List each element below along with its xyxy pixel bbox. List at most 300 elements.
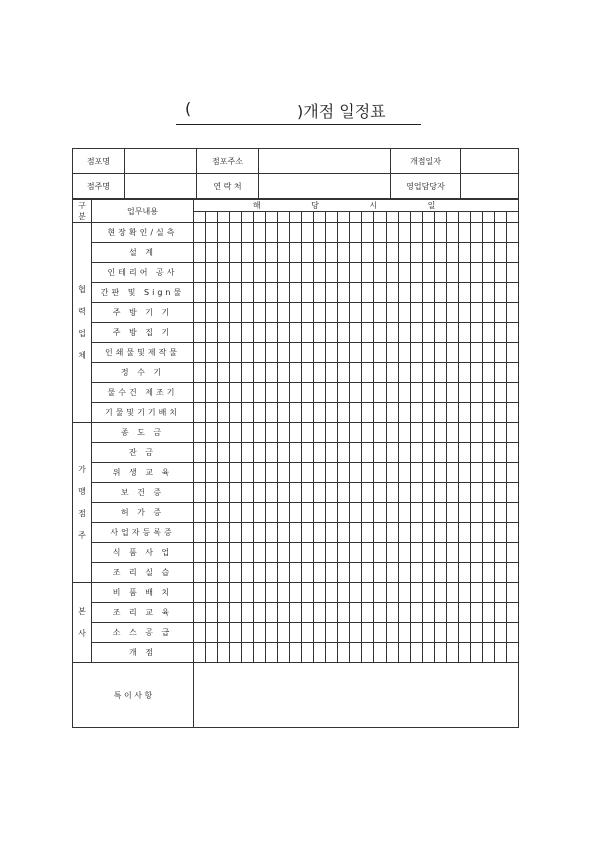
schedule-cell[interactable] (290, 443, 302, 463)
schedule-cell[interactable] (194, 643, 206, 663)
schedule-cell[interactable] (434, 643, 446, 663)
schedule-cell[interactable] (482, 643, 494, 663)
schedule-cell[interactable] (386, 563, 398, 583)
schedule-cell[interactable] (398, 383, 410, 403)
schedule-cell[interactable] (326, 343, 338, 363)
day-header-cell[interactable] (386, 212, 398, 223)
schedule-cell[interactable] (338, 463, 350, 483)
schedule-cell[interactable] (230, 283, 242, 303)
schedule-cell[interactable] (470, 443, 482, 463)
schedule-cell[interactable] (326, 423, 338, 443)
day-header-cell[interactable] (362, 212, 374, 223)
schedule-cell[interactable] (338, 363, 350, 383)
schedule-cell[interactable] (422, 503, 434, 523)
schedule-cell[interactable] (338, 543, 350, 563)
schedule-cell[interactable] (398, 623, 410, 643)
schedule-cell[interactable] (278, 223, 290, 243)
schedule-cell[interactable] (194, 463, 206, 483)
schedule-cell[interactable] (206, 283, 218, 303)
schedule-cell[interactable] (230, 383, 242, 403)
schedule-cell[interactable] (458, 383, 470, 403)
schedule-cell[interactable] (326, 603, 338, 623)
schedule-cell[interactable] (410, 243, 422, 263)
schedule-cell[interactable] (230, 543, 242, 563)
schedule-cell[interactable] (338, 523, 350, 543)
schedule-cell[interactable] (410, 503, 422, 523)
schedule-cell[interactable] (302, 583, 314, 603)
schedule-cell[interactable] (290, 263, 302, 283)
schedule-cell[interactable] (458, 343, 470, 363)
schedule-cell[interactable] (326, 383, 338, 403)
schedule-cell[interactable] (278, 323, 290, 343)
schedule-cell[interactable] (398, 363, 410, 383)
schedule-cell[interactable] (254, 303, 266, 323)
schedule-cell[interactable] (410, 483, 422, 503)
schedule-cell[interactable] (290, 523, 302, 543)
schedule-cell[interactable] (482, 403, 494, 423)
schedule-cell[interactable] (374, 323, 386, 343)
schedule-cell[interactable] (266, 383, 278, 403)
schedule-cell[interactable] (218, 483, 230, 503)
schedule-cell[interactable] (242, 223, 254, 243)
day-header-cell[interactable] (206, 212, 218, 223)
schedule-cell[interactable] (230, 463, 242, 483)
schedule-cell[interactable] (206, 383, 218, 403)
schedule-cell[interactable] (386, 403, 398, 423)
schedule-cell[interactable] (434, 303, 446, 323)
schedule-cell[interactable] (242, 463, 254, 483)
schedule-cell[interactable] (434, 603, 446, 623)
schedule-cell[interactable] (398, 583, 410, 603)
schedule-cell[interactable] (266, 363, 278, 383)
schedule-cell[interactable] (434, 243, 446, 263)
schedule-cell[interactable] (254, 243, 266, 263)
schedule-cell[interactable] (494, 243, 506, 263)
schedule-cell[interactable] (302, 423, 314, 443)
day-header-cell[interactable] (290, 212, 302, 223)
schedule-cell[interactable] (386, 263, 398, 283)
schedule-cell[interactable] (494, 283, 506, 303)
schedule-cell[interactable] (398, 503, 410, 523)
schedule-cell[interactable] (362, 223, 374, 243)
schedule-cell[interactable] (482, 543, 494, 563)
notes-field[interactable] (194, 663, 519, 728)
schedule-cell[interactable] (242, 403, 254, 423)
schedule-cell[interactable] (290, 283, 302, 303)
schedule-cell[interactable] (386, 583, 398, 603)
day-header-cell[interactable] (338, 212, 350, 223)
schedule-cell[interactable] (290, 643, 302, 663)
schedule-cell[interactable] (410, 303, 422, 323)
schedule-cell[interactable] (386, 223, 398, 243)
schedule-cell[interactable] (230, 483, 242, 503)
schedule-cell[interactable] (434, 523, 446, 543)
schedule-cell[interactable] (338, 503, 350, 523)
schedule-cell[interactable] (206, 343, 218, 363)
schedule-cell[interactable] (446, 543, 458, 563)
schedule-cell[interactable] (422, 443, 434, 463)
schedule-cell[interactable] (386, 423, 398, 443)
schedule-cell[interactable] (218, 643, 230, 663)
schedule-cell[interactable] (242, 343, 254, 363)
schedule-cell[interactable] (218, 343, 230, 363)
schedule-cell[interactable] (422, 423, 434, 443)
schedule-cell[interactable] (374, 423, 386, 443)
schedule-cell[interactable] (458, 463, 470, 483)
schedule-cell[interactable] (242, 243, 254, 263)
schedule-cell[interactable] (482, 623, 494, 643)
schedule-cell[interactable] (374, 283, 386, 303)
schedule-cell[interactable] (326, 563, 338, 583)
day-header-cell[interactable] (494, 212, 506, 223)
schedule-cell[interactable] (314, 603, 326, 623)
schedule-cell[interactable] (386, 523, 398, 543)
schedule-cell[interactable] (494, 563, 506, 583)
schedule-cell[interactable] (374, 263, 386, 283)
schedule-cell[interactable] (446, 503, 458, 523)
schedule-cell[interactable] (218, 503, 230, 523)
owner-name-field[interactable] (125, 174, 197, 199)
schedule-cell[interactable] (422, 463, 434, 483)
schedule-cell[interactable] (422, 623, 434, 643)
schedule-cell[interactable] (434, 563, 446, 583)
schedule-cell[interactable] (302, 503, 314, 523)
schedule-cell[interactable] (482, 523, 494, 543)
schedule-cell[interactable] (410, 463, 422, 483)
schedule-cell[interactable] (434, 223, 446, 243)
schedule-cell[interactable] (254, 383, 266, 403)
schedule-cell[interactable] (350, 403, 362, 423)
schedule-cell[interactable] (470, 503, 482, 523)
schedule-cell[interactable] (458, 483, 470, 503)
schedule-cell[interactable] (350, 623, 362, 643)
schedule-cell[interactable] (302, 263, 314, 283)
day-header-cell[interactable] (218, 212, 230, 223)
schedule-cell[interactable] (422, 483, 434, 503)
schedule-cell[interactable] (482, 443, 494, 463)
schedule-cell[interactable] (386, 623, 398, 643)
schedule-cell[interactable] (398, 463, 410, 483)
schedule-cell[interactable] (350, 563, 362, 583)
schedule-cell[interactable] (194, 483, 206, 503)
schedule-cell[interactable] (434, 323, 446, 343)
store-address-field[interactable] (259, 149, 391, 174)
schedule-cell[interactable] (230, 403, 242, 423)
schedule-cell[interactable] (266, 563, 278, 583)
schedule-cell[interactable] (242, 363, 254, 383)
schedule-cell[interactable] (422, 383, 434, 403)
schedule-cell[interactable] (206, 243, 218, 263)
schedule-cell[interactable] (278, 343, 290, 363)
schedule-cell[interactable] (446, 463, 458, 483)
schedule-cell[interactable] (458, 603, 470, 623)
sales-manager-field[interactable] (461, 174, 519, 199)
schedule-cell[interactable] (362, 443, 374, 463)
schedule-cell[interactable] (398, 643, 410, 663)
schedule-cell[interactable] (266, 543, 278, 563)
schedule-cell[interactable] (470, 383, 482, 403)
schedule-cell[interactable] (302, 243, 314, 263)
schedule-cell[interactable] (446, 523, 458, 543)
schedule-cell[interactable] (266, 643, 278, 663)
schedule-cell[interactable] (446, 223, 458, 243)
schedule-cell[interactable] (362, 563, 374, 583)
schedule-cell[interactable] (194, 243, 206, 263)
schedule-cell[interactable] (290, 583, 302, 603)
schedule-cell[interactable] (350, 303, 362, 323)
schedule-cell[interactable] (314, 343, 326, 363)
schedule-cell[interactable] (266, 423, 278, 443)
schedule-cell[interactable] (506, 383, 518, 403)
schedule-cell[interactable] (266, 243, 278, 263)
schedule-cell[interactable] (206, 443, 218, 463)
schedule-cell[interactable] (422, 303, 434, 323)
schedule-cell[interactable] (242, 263, 254, 283)
day-header-cell[interactable] (302, 212, 314, 223)
schedule-cell[interactable] (254, 463, 266, 483)
schedule-cell[interactable] (350, 363, 362, 383)
schedule-cell[interactable] (446, 383, 458, 403)
schedule-cell[interactable] (230, 503, 242, 523)
schedule-cell[interactable] (482, 563, 494, 583)
schedule-cell[interactable] (194, 303, 206, 323)
schedule-cell[interactable] (410, 643, 422, 663)
schedule-cell[interactable] (506, 403, 518, 423)
schedule-cell[interactable] (410, 363, 422, 383)
schedule-cell[interactable] (458, 243, 470, 263)
schedule-cell[interactable] (242, 583, 254, 603)
schedule-cell[interactable] (194, 583, 206, 603)
schedule-cell[interactable] (326, 443, 338, 463)
schedule-cell[interactable] (398, 283, 410, 303)
schedule-cell[interactable] (434, 403, 446, 423)
schedule-cell[interactable] (206, 603, 218, 623)
schedule-cell[interactable] (386, 363, 398, 383)
day-header-cell[interactable] (254, 212, 266, 223)
schedule-cell[interactable] (494, 263, 506, 283)
schedule-cell[interactable] (290, 463, 302, 483)
schedule-cell[interactable] (338, 583, 350, 603)
schedule-cell[interactable] (362, 283, 374, 303)
schedule-cell[interactable] (206, 363, 218, 383)
schedule-cell[interactable] (410, 263, 422, 283)
schedule-cell[interactable] (314, 243, 326, 263)
schedule-cell[interactable] (242, 443, 254, 463)
schedule-cell[interactable] (254, 343, 266, 363)
schedule-cell[interactable] (434, 463, 446, 483)
schedule-cell[interactable] (434, 483, 446, 503)
schedule-cell[interactable] (350, 223, 362, 243)
day-header-cell[interactable] (398, 212, 410, 223)
schedule-cell[interactable] (302, 483, 314, 503)
schedule-cell[interactable] (494, 323, 506, 343)
schedule-cell[interactable] (470, 323, 482, 343)
schedule-cell[interactable] (374, 443, 386, 463)
schedule-cell[interactable] (302, 563, 314, 583)
day-header-cell[interactable] (278, 212, 290, 223)
schedule-cell[interactable] (374, 623, 386, 643)
schedule-cell[interactable] (314, 383, 326, 403)
schedule-cell[interactable] (278, 523, 290, 543)
schedule-cell[interactable] (374, 483, 386, 503)
schedule-cell[interactable] (206, 223, 218, 243)
schedule-cell[interactable] (194, 503, 206, 523)
schedule-cell[interactable] (398, 483, 410, 503)
schedule-cell[interactable] (278, 483, 290, 503)
schedule-cell[interactable] (506, 563, 518, 583)
schedule-cell[interactable] (458, 423, 470, 443)
schedule-cell[interactable] (290, 403, 302, 423)
store-name-field[interactable] (125, 149, 197, 174)
schedule-cell[interactable] (494, 483, 506, 503)
schedule-cell[interactable] (362, 423, 374, 443)
schedule-cell[interactable] (470, 523, 482, 543)
schedule-cell[interactable] (434, 583, 446, 603)
schedule-cell[interactable] (218, 403, 230, 423)
schedule-cell[interactable] (254, 403, 266, 423)
schedule-cell[interactable] (194, 603, 206, 623)
schedule-cell[interactable] (374, 223, 386, 243)
schedule-cell[interactable] (230, 623, 242, 643)
schedule-cell[interactable] (506, 423, 518, 443)
schedule-cell[interactable] (422, 643, 434, 663)
schedule-cell[interactable] (218, 583, 230, 603)
schedule-cell[interactable] (506, 363, 518, 383)
schedule-cell[interactable] (482, 463, 494, 483)
schedule-cell[interactable] (290, 543, 302, 563)
schedule-cell[interactable] (506, 523, 518, 543)
schedule-cell[interactable] (290, 423, 302, 443)
schedule-cell[interactable] (470, 563, 482, 583)
schedule-cell[interactable] (278, 583, 290, 603)
day-header-cell[interactable] (242, 212, 254, 223)
schedule-cell[interactable] (302, 403, 314, 423)
schedule-cell[interactable] (362, 643, 374, 663)
schedule-cell[interactable] (350, 243, 362, 263)
schedule-cell[interactable] (314, 563, 326, 583)
schedule-cell[interactable] (266, 403, 278, 423)
schedule-cell[interactable] (242, 623, 254, 643)
schedule-cell[interactable] (398, 323, 410, 343)
schedule-cell[interactable] (278, 643, 290, 663)
schedule-cell[interactable] (194, 363, 206, 383)
schedule-cell[interactable] (266, 463, 278, 483)
schedule-cell[interactable] (506, 223, 518, 243)
schedule-cell[interactable] (386, 543, 398, 563)
schedule-cell[interactable] (290, 363, 302, 383)
schedule-cell[interactable] (470, 363, 482, 383)
schedule-cell[interactable] (482, 483, 494, 503)
schedule-cell[interactable] (494, 383, 506, 403)
schedule-cell[interactable] (350, 383, 362, 403)
schedule-cell[interactable] (230, 603, 242, 623)
schedule-cell[interactable] (278, 303, 290, 323)
schedule-cell[interactable] (494, 403, 506, 423)
day-header-cell[interactable] (326, 212, 338, 223)
schedule-cell[interactable] (302, 443, 314, 463)
schedule-cell[interactable] (446, 583, 458, 603)
schedule-cell[interactable] (254, 623, 266, 643)
schedule-cell[interactable] (350, 483, 362, 503)
schedule-cell[interactable] (422, 283, 434, 303)
day-header-cell[interactable] (314, 212, 326, 223)
schedule-cell[interactable] (446, 343, 458, 363)
schedule-cell[interactable] (254, 523, 266, 543)
schedule-cell[interactable] (242, 543, 254, 563)
schedule-cell[interactable] (446, 283, 458, 303)
schedule-cell[interactable] (254, 583, 266, 603)
schedule-cell[interactable] (218, 223, 230, 243)
schedule-cell[interactable] (374, 303, 386, 323)
schedule-cell[interactable] (374, 583, 386, 603)
schedule-cell[interactable] (410, 543, 422, 563)
schedule-cell[interactable] (290, 343, 302, 363)
schedule-cell[interactable] (362, 503, 374, 523)
schedule-cell[interactable] (242, 283, 254, 303)
schedule-cell[interactable] (494, 603, 506, 623)
schedule-cell[interactable] (266, 503, 278, 523)
schedule-cell[interactable] (230, 243, 242, 263)
schedule-cell[interactable] (422, 223, 434, 243)
schedule-cell[interactable] (206, 483, 218, 503)
schedule-cell[interactable] (506, 543, 518, 563)
schedule-cell[interactable] (338, 243, 350, 263)
schedule-cell[interactable] (374, 363, 386, 383)
schedule-cell[interactable] (230, 323, 242, 343)
schedule-cell[interactable] (290, 563, 302, 583)
schedule-cell[interactable] (398, 563, 410, 583)
schedule-cell[interactable] (374, 543, 386, 563)
schedule-cell[interactable] (302, 623, 314, 643)
schedule-cell[interactable] (278, 403, 290, 423)
schedule-cell[interactable] (230, 643, 242, 663)
schedule-cell[interactable] (230, 583, 242, 603)
schedule-cell[interactable] (458, 443, 470, 463)
schedule-cell[interactable] (494, 463, 506, 483)
schedule-cell[interactable] (458, 223, 470, 243)
schedule-cell[interactable] (374, 343, 386, 363)
schedule-cell[interactable] (386, 283, 398, 303)
schedule-cell[interactable] (506, 263, 518, 283)
schedule-cell[interactable] (458, 403, 470, 423)
schedule-cell[interactable] (362, 523, 374, 543)
schedule-cell[interactable] (218, 443, 230, 463)
schedule-cell[interactable] (326, 643, 338, 663)
schedule-cell[interactable] (326, 483, 338, 503)
schedule-cell[interactable] (290, 503, 302, 523)
schedule-cell[interactable] (506, 583, 518, 603)
day-header-cell[interactable] (458, 212, 470, 223)
schedule-cell[interactable] (446, 303, 458, 323)
schedule-cell[interactable] (194, 343, 206, 363)
schedule-cell[interactable] (458, 303, 470, 323)
schedule-cell[interactable] (494, 443, 506, 463)
schedule-cell[interactable] (446, 243, 458, 263)
day-header-cell[interactable] (230, 212, 242, 223)
schedule-cell[interactable] (194, 543, 206, 563)
schedule-cell[interactable] (422, 403, 434, 423)
schedule-cell[interactable] (362, 243, 374, 263)
schedule-cell[interactable] (446, 423, 458, 443)
schedule-cell[interactable] (398, 263, 410, 283)
schedule-cell[interactable] (494, 643, 506, 663)
schedule-cell[interactable] (506, 503, 518, 523)
schedule-cell[interactable] (314, 503, 326, 523)
schedule-cell[interactable] (230, 563, 242, 583)
schedule-cell[interactable] (206, 503, 218, 523)
schedule-cell[interactable] (338, 343, 350, 363)
schedule-cell[interactable] (206, 563, 218, 583)
